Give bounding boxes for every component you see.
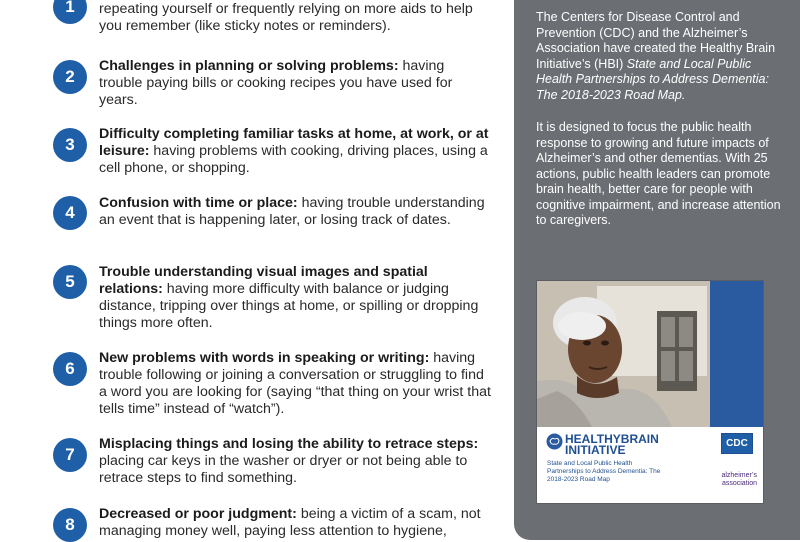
cover-footer — [537, 427, 763, 503]
number-badge: 4 — [53, 196, 87, 230]
item-text: Decreased or poor judgment: being a victim of a scam, not managing money well, paying less attention to hygiene, — [99, 506, 481, 539]
road-map-cover-image — [537, 281, 763, 503]
item-text: Misplacing things and losing the ability to retrace steps: placing car keys in the washer or dryer or not being able to retrace steps to find something. — [99, 436, 479, 486]
item-text: Confusion with time or place: having trouble understanding an event that is happening later, or losing track of dates. — [99, 195, 485, 228]
cover-blue-band — [710, 281, 763, 427]
number-badge: 2 — [53, 60, 87, 94]
cover-photo — [537, 281, 763, 427]
number-badge: 7 — [53, 438, 87, 472]
number-badge: 1 — [53, 0, 87, 24]
item-text: Trouble understanding visual images and spatial relations: having more difficulty with balance or judging distance, tripping over things at home, or spilling or dropping things more often. — [99, 264, 479, 331]
number-badge: 3 — [53, 128, 87, 162]
cover-subtitle: State and Local Public Health Partnerships to Address Dementia: The 2018-2023 Road Map — [547, 460, 661, 483]
item-text: New problems with words in speaking or writing: having trouble following or joining a conversation or struggling to find a word you are looking for (saying “that thing on your wrist that tells time” instead of “watch”). — [99, 350, 491, 417]
number-badge: 6 — [53, 352, 87, 386]
hbi-logo: HEALTHYBRAIN INITIATIVE — [565, 432, 659, 457]
number-badge: 8 — [53, 508, 87, 542]
number-badge: 5 — [53, 265, 87, 299]
sidebar-paragraph-purpose: It is designed to focus the public health response to growing and future impacts of Alzheimer’s and other dementias. With 25 actions, public health leaders can promote brain health, better care for people with cognitive impairment, and increase attention to caregivers. — [536, 120, 781, 227]
cdc-logo: CDC — [721, 433, 753, 454]
item-text: Challenges in planning or solving problems: having trouble paying bills or cooking recipes you have used for years. — [99, 58, 453, 108]
item-text: repeating yourself or frequently relying on more aids to help you remember (like sticky notes or reminders). — [99, 1, 473, 34]
sidebar-paragraph-intro: The Centers for Disease Control and Prevention (CDC) and the Alzheimer’s Association have created the Healthy Brain Initiative’s (HBI) State and Local Public Health Partnerships to Address Dementia: The 2018-2023 Road Map. — [536, 10, 776, 102]
item-text: Difficulty completing familiar tasks at home, at work, or at leisure: having problems with cooking, driving places, using a cell phone, or shopping. — [99, 126, 489, 176]
alzheimers-association-logo: alzheimer’s association — [721, 472, 757, 487]
brain-icon — [546, 433, 563, 450]
